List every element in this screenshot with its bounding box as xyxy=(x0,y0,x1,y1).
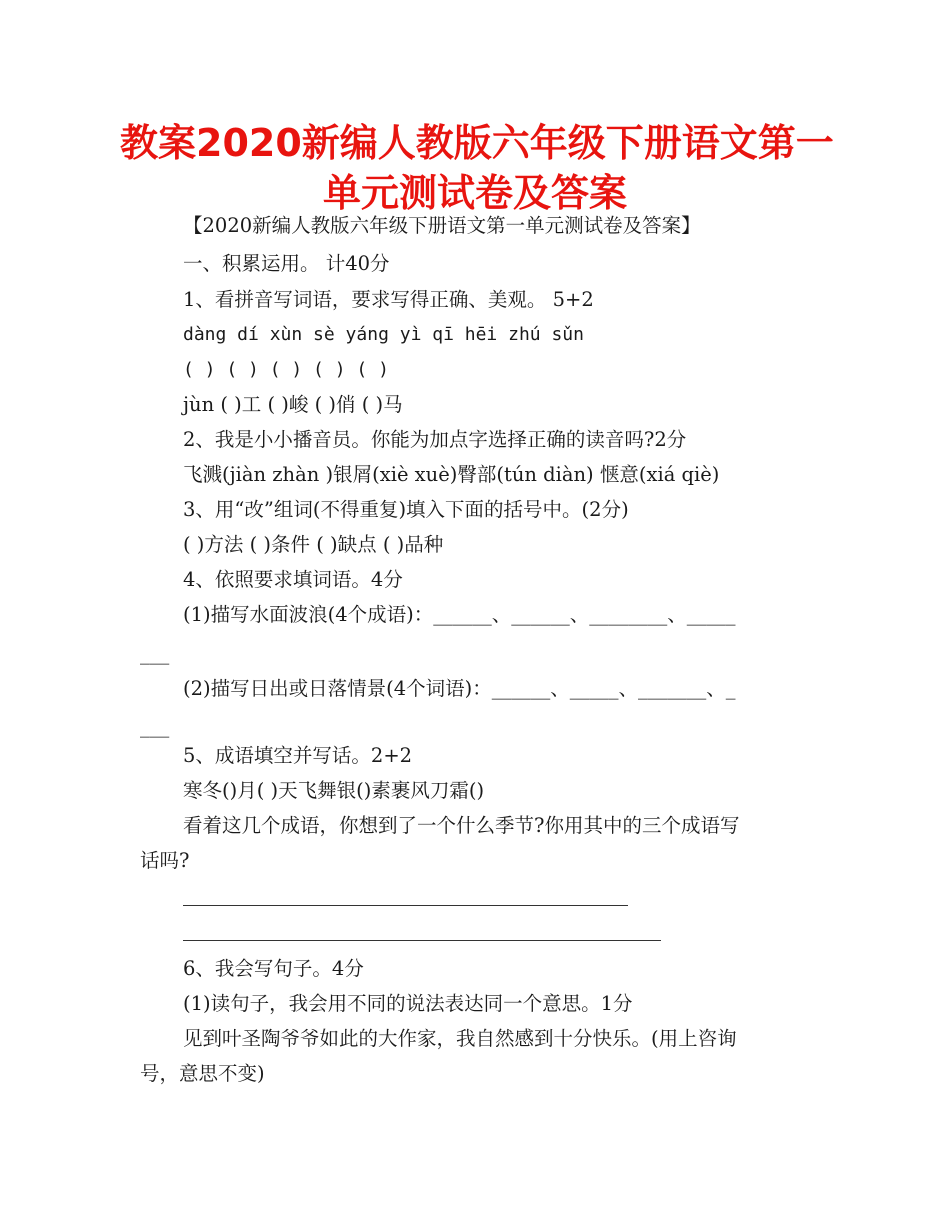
document-title-line-2: 单元测试卷及答案 xyxy=(322,171,627,215)
sunrise-sunset-prompt-continued: ___ xyxy=(140,715,170,738)
document-title-line-1: 教案2020新编人教版六年级下册语文第一 xyxy=(120,121,834,165)
answer-writing-line-1 xyxy=(183,905,628,906)
subtitle-bracket: 【2020新编人教版六年级下册语文第一单元测试卷及答案】 xyxy=(183,214,701,237)
gai-word-blanks-line: ( )方法 ( )条件 ( )缺点 ( )品种 xyxy=(183,533,444,556)
question-3-heading: 3、用“改”组词(不得重复)填入下面的括号中。(2分) xyxy=(183,498,629,521)
example-sentence-line-continued: 号，意思不变) xyxy=(140,1062,265,1085)
question-2-heading: 2、我是小小播音员。你能为加点字选择正确的读音吗?2分 xyxy=(183,428,687,451)
jun-homophone-line: jùn ( )工 ( )峻 ( )俏 ( )马 xyxy=(183,393,403,416)
question-4-heading: 4、依照要求填词语。4分 xyxy=(183,568,403,591)
pronunciation-options-line: 飞溅(jiàn zhàn )银屑(xiè xuè)臀部(tún diàn) 惬意(xiá qiè) xyxy=(183,463,720,486)
section-heading-accumulate: 一、积累运用。 计40分 xyxy=(183,252,390,275)
answer-brackets-line: ( ) ( ) ( ) ( ) ( ) xyxy=(183,359,389,380)
water-waves-prompt: (1)描写水面波浪(4个成语)：______、______、________、_____ xyxy=(183,603,736,626)
season-question-line-continued: 话吗? xyxy=(140,849,190,872)
pinyin-line: dàng dí xùn sè yáng yì qī hēi zhú sǔn xyxy=(183,324,584,345)
question-5-heading: 5、成语填空并写话。2+2 xyxy=(183,744,413,767)
question-6-heading: 6、我会写句子。4分 xyxy=(183,957,364,980)
question-1-heading: 1、看拼音写词语，要求写得正确、美观。 5+2 xyxy=(183,288,594,311)
sunrise-sunset-prompt: (2)描写日出或日落情景(4个词语)：______、_____、_______、_ xyxy=(183,677,736,700)
rewrite-sentence-instruction: (1)读句子，我会用不同的说法表达同一个意思。1分 xyxy=(183,992,633,1015)
season-question-line: 看着这几个成语，你想到了一个什么季节?你用其中的三个成语写 xyxy=(183,814,740,837)
idiom-fill-line: 寒冬()月( )天飞舞银()素裹风刀霜() xyxy=(183,779,485,802)
answer-writing-line-2 xyxy=(183,940,661,941)
example-sentence-line: 见到叶圣陶爷爷如此的大作家，我自然感到十分快乐。(用上咨询 xyxy=(183,1027,737,1050)
water-waves-prompt-continued: ___ xyxy=(140,642,170,665)
